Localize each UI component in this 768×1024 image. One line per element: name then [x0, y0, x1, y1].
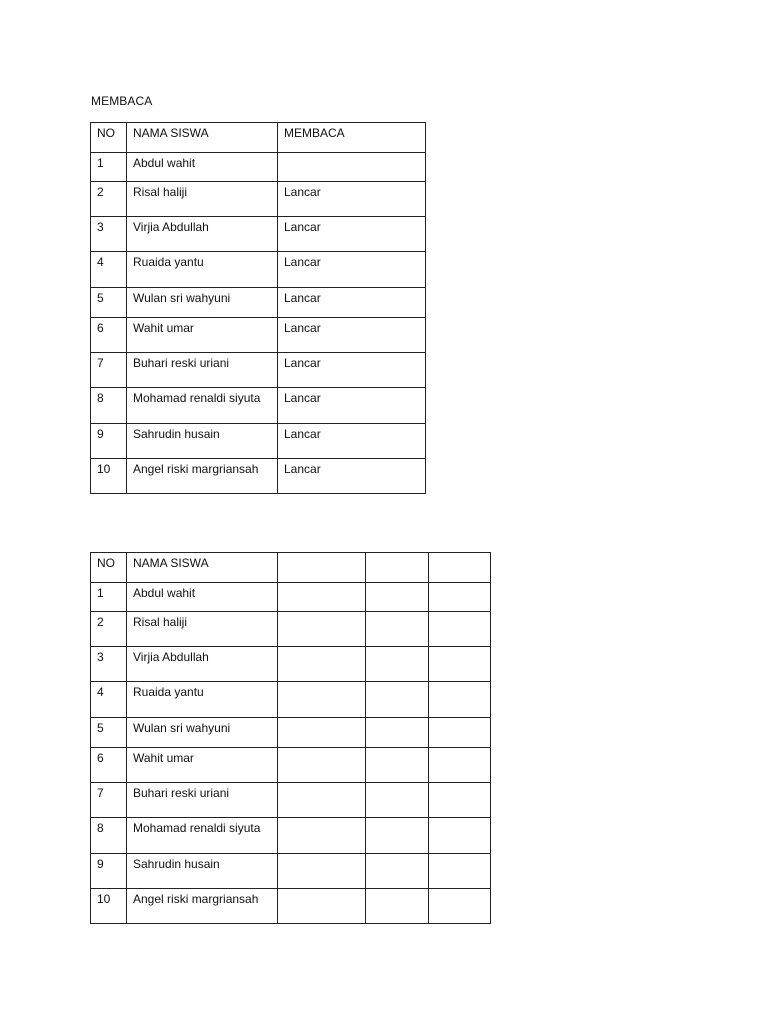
- table-cell: 1: [91, 583, 127, 612]
- table-header-row: [91, 553, 491, 583]
- table-cell: [429, 854, 491, 889]
- table-row: [91, 153, 426, 182]
- table-cell: Risal haliji: [127, 612, 278, 647]
- table-cell: [366, 818, 429, 854]
- table-cell: Lancar: [278, 182, 426, 217]
- table-cell: 4: [91, 682, 127, 718]
- table-cell: [278, 647, 366, 682]
- table-cell: [278, 718, 366, 748]
- table-cell: Virjia Abdullah: [127, 647, 278, 682]
- table-cell: 6: [91, 748, 127, 783]
- table-cell: 2: [91, 182, 127, 217]
- table-cell: [278, 153, 426, 182]
- table-cell: Lancar: [278, 388, 426, 424]
- table-cell: [429, 583, 491, 612]
- table-cell: Sahrudin husain: [127, 854, 278, 889]
- reading-table-body: [91, 123, 426, 494]
- table-cell: [429, 612, 491, 647]
- table-cell: [366, 718, 429, 748]
- table-cell: Lancar: [278, 318, 426, 353]
- table-cell: [429, 718, 491, 748]
- table-header-cell: MEMBACA: [278, 123, 426, 153]
- table-cell: [429, 783, 491, 818]
- table-row: [91, 424, 426, 459]
- table-row: [91, 718, 491, 748]
- table-row: [91, 748, 491, 783]
- table-row: [91, 318, 426, 353]
- table-cell: 10: [91, 459, 127, 494]
- table-cell: [278, 889, 366, 924]
- table-row: [91, 353, 426, 388]
- page-title: MEMBACA: [91, 94, 153, 108]
- table-cell: [366, 682, 429, 718]
- table-row: [91, 388, 426, 424]
- table-cell: Lancar: [278, 353, 426, 388]
- table-cell: 8: [91, 818, 127, 854]
- table-cell: [366, 612, 429, 647]
- table-header-cell: [429, 553, 491, 583]
- table-cell: 3: [91, 647, 127, 682]
- table-header-cell: NAMA SISWA: [127, 123, 278, 153]
- table-cell: Mohamad renaldi siyuta: [127, 388, 278, 424]
- table-cell: [278, 748, 366, 783]
- table-cell: [278, 682, 366, 718]
- table-cell: Wahit umar: [127, 318, 278, 353]
- table-cell: [278, 854, 366, 889]
- table-cell: [278, 583, 366, 612]
- table-cell: Lancar: [278, 459, 426, 494]
- table-cell: Ruaida yantu: [127, 682, 278, 718]
- table-row: [91, 182, 426, 217]
- table-cell: Lancar: [278, 252, 426, 288]
- table-row: [91, 818, 491, 854]
- table-cell: Risal haliji: [127, 182, 278, 217]
- table-cell: Lancar: [278, 424, 426, 459]
- table-row: [91, 682, 491, 718]
- table-cell: Buhari reski uriani: [127, 783, 278, 818]
- table-header-cell: NO: [91, 553, 127, 583]
- table-header-row: [91, 123, 426, 153]
- table-row: [91, 217, 426, 252]
- table-cell: 2: [91, 612, 127, 647]
- table-cell: [429, 647, 491, 682]
- table-cell: 5: [91, 288, 127, 318]
- table-cell: 6: [91, 318, 127, 353]
- table-cell: 1: [91, 153, 127, 182]
- table-cell: [366, 854, 429, 889]
- table-cell: [366, 783, 429, 818]
- table-cell: Abdul wahit: [127, 153, 278, 182]
- table-cell: Wahit umar: [127, 748, 278, 783]
- table-row: [91, 288, 426, 318]
- table-cell: [278, 783, 366, 818]
- table-cell: 10: [91, 889, 127, 924]
- table-cell: 4: [91, 252, 127, 288]
- reading-table: [90, 122, 426, 494]
- table-header-cell: NO: [91, 123, 127, 153]
- student-table-body: [91, 553, 491, 924]
- table-cell: Angel riski margriansah: [127, 459, 278, 494]
- table-cell: Virjia Abdullah: [127, 217, 278, 252]
- table-cell: 3: [91, 217, 127, 252]
- table-cell: 9: [91, 854, 127, 889]
- table-cell: Wulan sri wahyuni: [127, 718, 278, 748]
- table-cell: [278, 612, 366, 647]
- table-row: [91, 583, 491, 612]
- table-cell: Wulan sri wahyuni: [127, 288, 278, 318]
- table-cell: Ruaida yantu: [127, 252, 278, 288]
- table-cell: [366, 583, 429, 612]
- table-header-cell: [278, 553, 366, 583]
- table-cell: Angel riski margriansah: [127, 889, 278, 924]
- table-row: [91, 854, 491, 889]
- table-cell: [429, 818, 491, 854]
- table-cell: Mohamad renaldi siyuta: [127, 818, 278, 854]
- table-header-cell: NAMA SISWA: [127, 553, 278, 583]
- table-row: [91, 252, 426, 288]
- table-row: [91, 612, 491, 647]
- table-cell: [366, 748, 429, 783]
- table-cell: 9: [91, 424, 127, 459]
- table-cell: Lancar: [278, 288, 426, 318]
- table-cell: 5: [91, 718, 127, 748]
- table-cell: 7: [91, 783, 127, 818]
- table-cell: [429, 889, 491, 924]
- table-cell: Abdul wahit: [127, 583, 278, 612]
- student-table: [90, 552, 491, 924]
- table-cell: [429, 748, 491, 783]
- table-header-cell: [366, 553, 429, 583]
- table-row: [91, 783, 491, 818]
- table-cell: [429, 682, 491, 718]
- table-cell: 7: [91, 353, 127, 388]
- table-cell: Lancar: [278, 217, 426, 252]
- table-cell: Buhari reski uriani: [127, 353, 278, 388]
- table-row: [91, 647, 491, 682]
- table-cell: Sahrudin husain: [127, 424, 278, 459]
- table-row: [91, 889, 491, 924]
- table-cell: 8: [91, 388, 127, 424]
- table-cell: [366, 647, 429, 682]
- table-cell: [366, 889, 429, 924]
- table-row: [91, 459, 426, 494]
- table-cell: [278, 818, 366, 854]
